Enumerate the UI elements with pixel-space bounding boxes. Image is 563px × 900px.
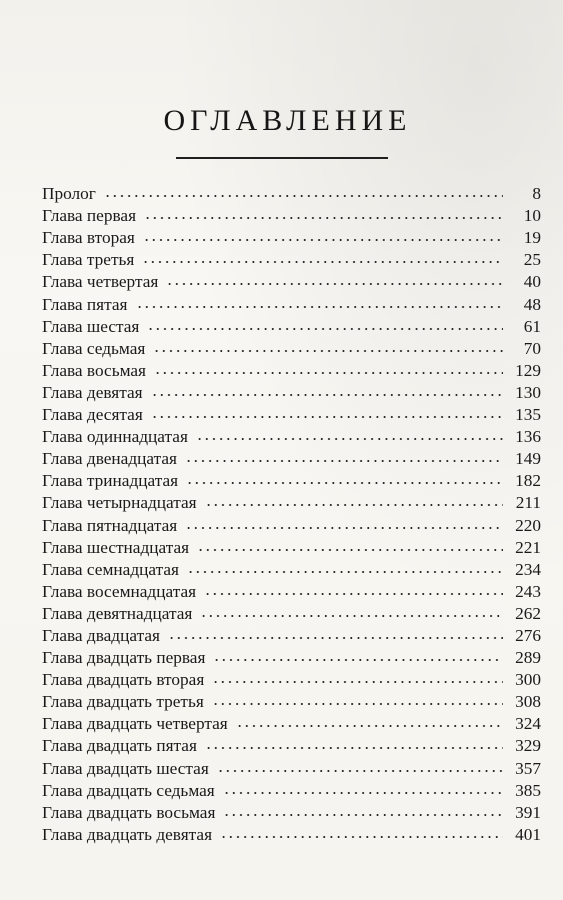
dot-leader: [212, 701, 503, 707]
toc-entry: [42, 558, 541, 580]
dot-leader: [212, 679, 503, 685]
toc-entry-page: 135: [515, 405, 541, 425]
toc-entry-page: 10: [523, 206, 541, 226]
toc-entry-page: 329: [515, 736, 541, 756]
toc-entry-label: Глава двадцать шестая: [42, 758, 209, 778]
toc-entry-label: Глава двадцать вторая: [42, 670, 205, 690]
toc-entry: [42, 668, 541, 690]
toc-entry: [42, 337, 541, 359]
toc-entry-page: 221: [515, 537, 541, 557]
dot-leader: [197, 547, 503, 553]
toc-entry-page: 300: [515, 670, 541, 690]
toc-entry-page: 385: [515, 780, 541, 800]
toc-entry-label: Пролог: [42, 184, 96, 204]
dot-leader: [144, 215, 503, 221]
toc-entry: [42, 536, 541, 558]
toc-entry: [42, 646, 541, 668]
dot-leader: [153, 348, 503, 354]
toc-entry-label: Глава первая: [42, 206, 137, 226]
dot-leader: [213, 657, 503, 663]
toc-entry: [42, 270, 541, 292]
toc-entry-page: 40: [523, 272, 541, 292]
dot-leader: [143, 237, 503, 243]
dot-leader: [151, 392, 503, 398]
dot-leader: [186, 480, 503, 486]
toc-entry-label: Глава шестнадцатая: [42, 537, 190, 557]
toc-entry: [42, 469, 541, 491]
toc-title: ОГЛАВЛЕНИЕ: [163, 104, 412, 137]
toc-entry: [42, 801, 541, 823]
toc-entry-label: Глава двенадцатая: [42, 449, 177, 469]
toc-entry-label: Глава семнадцатая: [42, 559, 179, 579]
toc-entry-label: Глава восьмая: [42, 360, 147, 380]
toc-entry-label: Глава пятая: [42, 294, 128, 314]
dot-leader: [236, 723, 503, 729]
toc-entry-label: Глава одиннадцатая: [42, 427, 188, 447]
toc-entry-page: 25: [523, 250, 541, 270]
toc-entry-page: 129: [515, 360, 541, 380]
toc-entry: [42, 226, 541, 248]
toc-entry: [42, 602, 541, 624]
toc-entry-page: 182: [515, 471, 541, 491]
toc-entry-label: Глава пятнадцатая: [42, 515, 178, 535]
dot-leader: [168, 635, 503, 641]
toc-entry-label: Глава двадцать седьмая: [42, 780, 215, 800]
dot-leader: [204, 591, 503, 597]
toc-entry-label: Глава седьмая: [42, 338, 146, 358]
dot-leader: [185, 458, 503, 464]
dot-leader: [217, 768, 503, 774]
toc-entry-page: 276: [515, 625, 541, 645]
toc-entry-page: 19: [523, 228, 541, 248]
toc-entry: [42, 248, 541, 270]
toc-entry: [42, 292, 541, 314]
title-underline: [176, 157, 388, 159]
toc-entry-page: 243: [515, 581, 541, 601]
toc-entry-label: Глава девятнадцатая: [42, 603, 193, 623]
toc-entry-page: 357: [515, 758, 541, 778]
toc-entry-page: 48: [523, 294, 541, 314]
toc-entry-label: Глава двадцатая: [42, 625, 160, 645]
toc-entry-page: 220: [515, 515, 541, 535]
dot-leader: [220, 834, 503, 840]
toc-entry: [42, 756, 541, 778]
toc-entry: [42, 403, 541, 425]
toc-entry-label: Глава двадцать третья: [42, 692, 204, 712]
toc-entry-label: Глава двадцать девятая: [42, 824, 213, 844]
toc-entry-label: Глава двадцать пятая: [42, 736, 197, 756]
toc-entry: [42, 712, 541, 734]
dot-leader: [166, 281, 503, 287]
toc-entry-page: 149: [515, 449, 541, 469]
dot-leader: [154, 370, 503, 376]
toc-entry-page: 70: [523, 338, 541, 358]
toc-entry-label: Глава тринадцатая: [42, 471, 179, 491]
toc-entry-page: 211: [515, 493, 541, 513]
toc-entry-label: Глава четвертая: [42, 272, 159, 292]
toc-list: [42, 182, 541, 845]
toc-entry-label: Глава шестая: [42, 316, 140, 336]
toc-entry: [42, 580, 541, 602]
toc-entry-page: 130: [515, 382, 541, 402]
toc-entry: [42, 779, 541, 801]
toc-entry-label: Глава четырнадцатая: [42, 493, 197, 513]
dot-leader: [187, 569, 503, 575]
dot-leader: [104, 193, 503, 199]
toc-entry-page: 61: [523, 316, 541, 336]
dot-leader: [205, 745, 503, 751]
toc-entry: [42, 447, 541, 469]
dot-leader: [223, 790, 503, 796]
toc-entry: [42, 204, 541, 226]
toc-entry-page: 234: [515, 559, 541, 579]
toc-entry-page: 136: [515, 427, 541, 447]
toc-entry-label: Глава девятая: [42, 382, 143, 402]
toc-entry-label: Глава двадцать восьмая: [42, 802, 216, 822]
dot-leader: [200, 613, 503, 619]
dot-leader: [142, 259, 503, 265]
toc-entry-label: Глава восемнадцатая: [42, 581, 197, 601]
dot-leader: [223, 812, 503, 818]
toc-entry-label: Глава двадцать четвертая: [42, 714, 228, 734]
toc-entry-label: Глава двадцать первая: [42, 648, 206, 668]
toc-entry-page: 324: [515, 714, 541, 734]
dot-leader: [147, 326, 503, 332]
toc-entry-label: Глава вторая: [42, 228, 135, 248]
toc-entry-page: 8: [532, 184, 541, 204]
toc-entry-label: Глава десятая: [42, 405, 143, 425]
toc-entry: [42, 315, 541, 337]
dot-leader: [136, 304, 504, 310]
toc-entry: [42, 624, 541, 646]
toc-entry: [42, 425, 541, 447]
toc-entry: [42, 381, 541, 403]
toc-entry-page: 289: [515, 648, 541, 668]
toc-entry: [42, 734, 541, 756]
dot-leader: [185, 525, 503, 531]
toc-entry-page: 391: [515, 802, 541, 822]
toc-entry: [42, 182, 541, 204]
dot-leader: [205, 502, 503, 508]
toc-entry-page: 401: [515, 824, 541, 844]
dot-leader: [151, 414, 503, 420]
toc-entry: [42, 823, 541, 845]
toc-entry: [42, 491, 541, 513]
toc-entry-label: Глава третья: [42, 250, 135, 270]
toc-entry-page: 308: [515, 692, 541, 712]
toc-entry-page: 262: [515, 603, 541, 623]
toc-entry: [42, 690, 541, 712]
toc-entry: [42, 359, 541, 381]
toc-entry: [42, 513, 541, 535]
dot-leader: [196, 436, 503, 442]
